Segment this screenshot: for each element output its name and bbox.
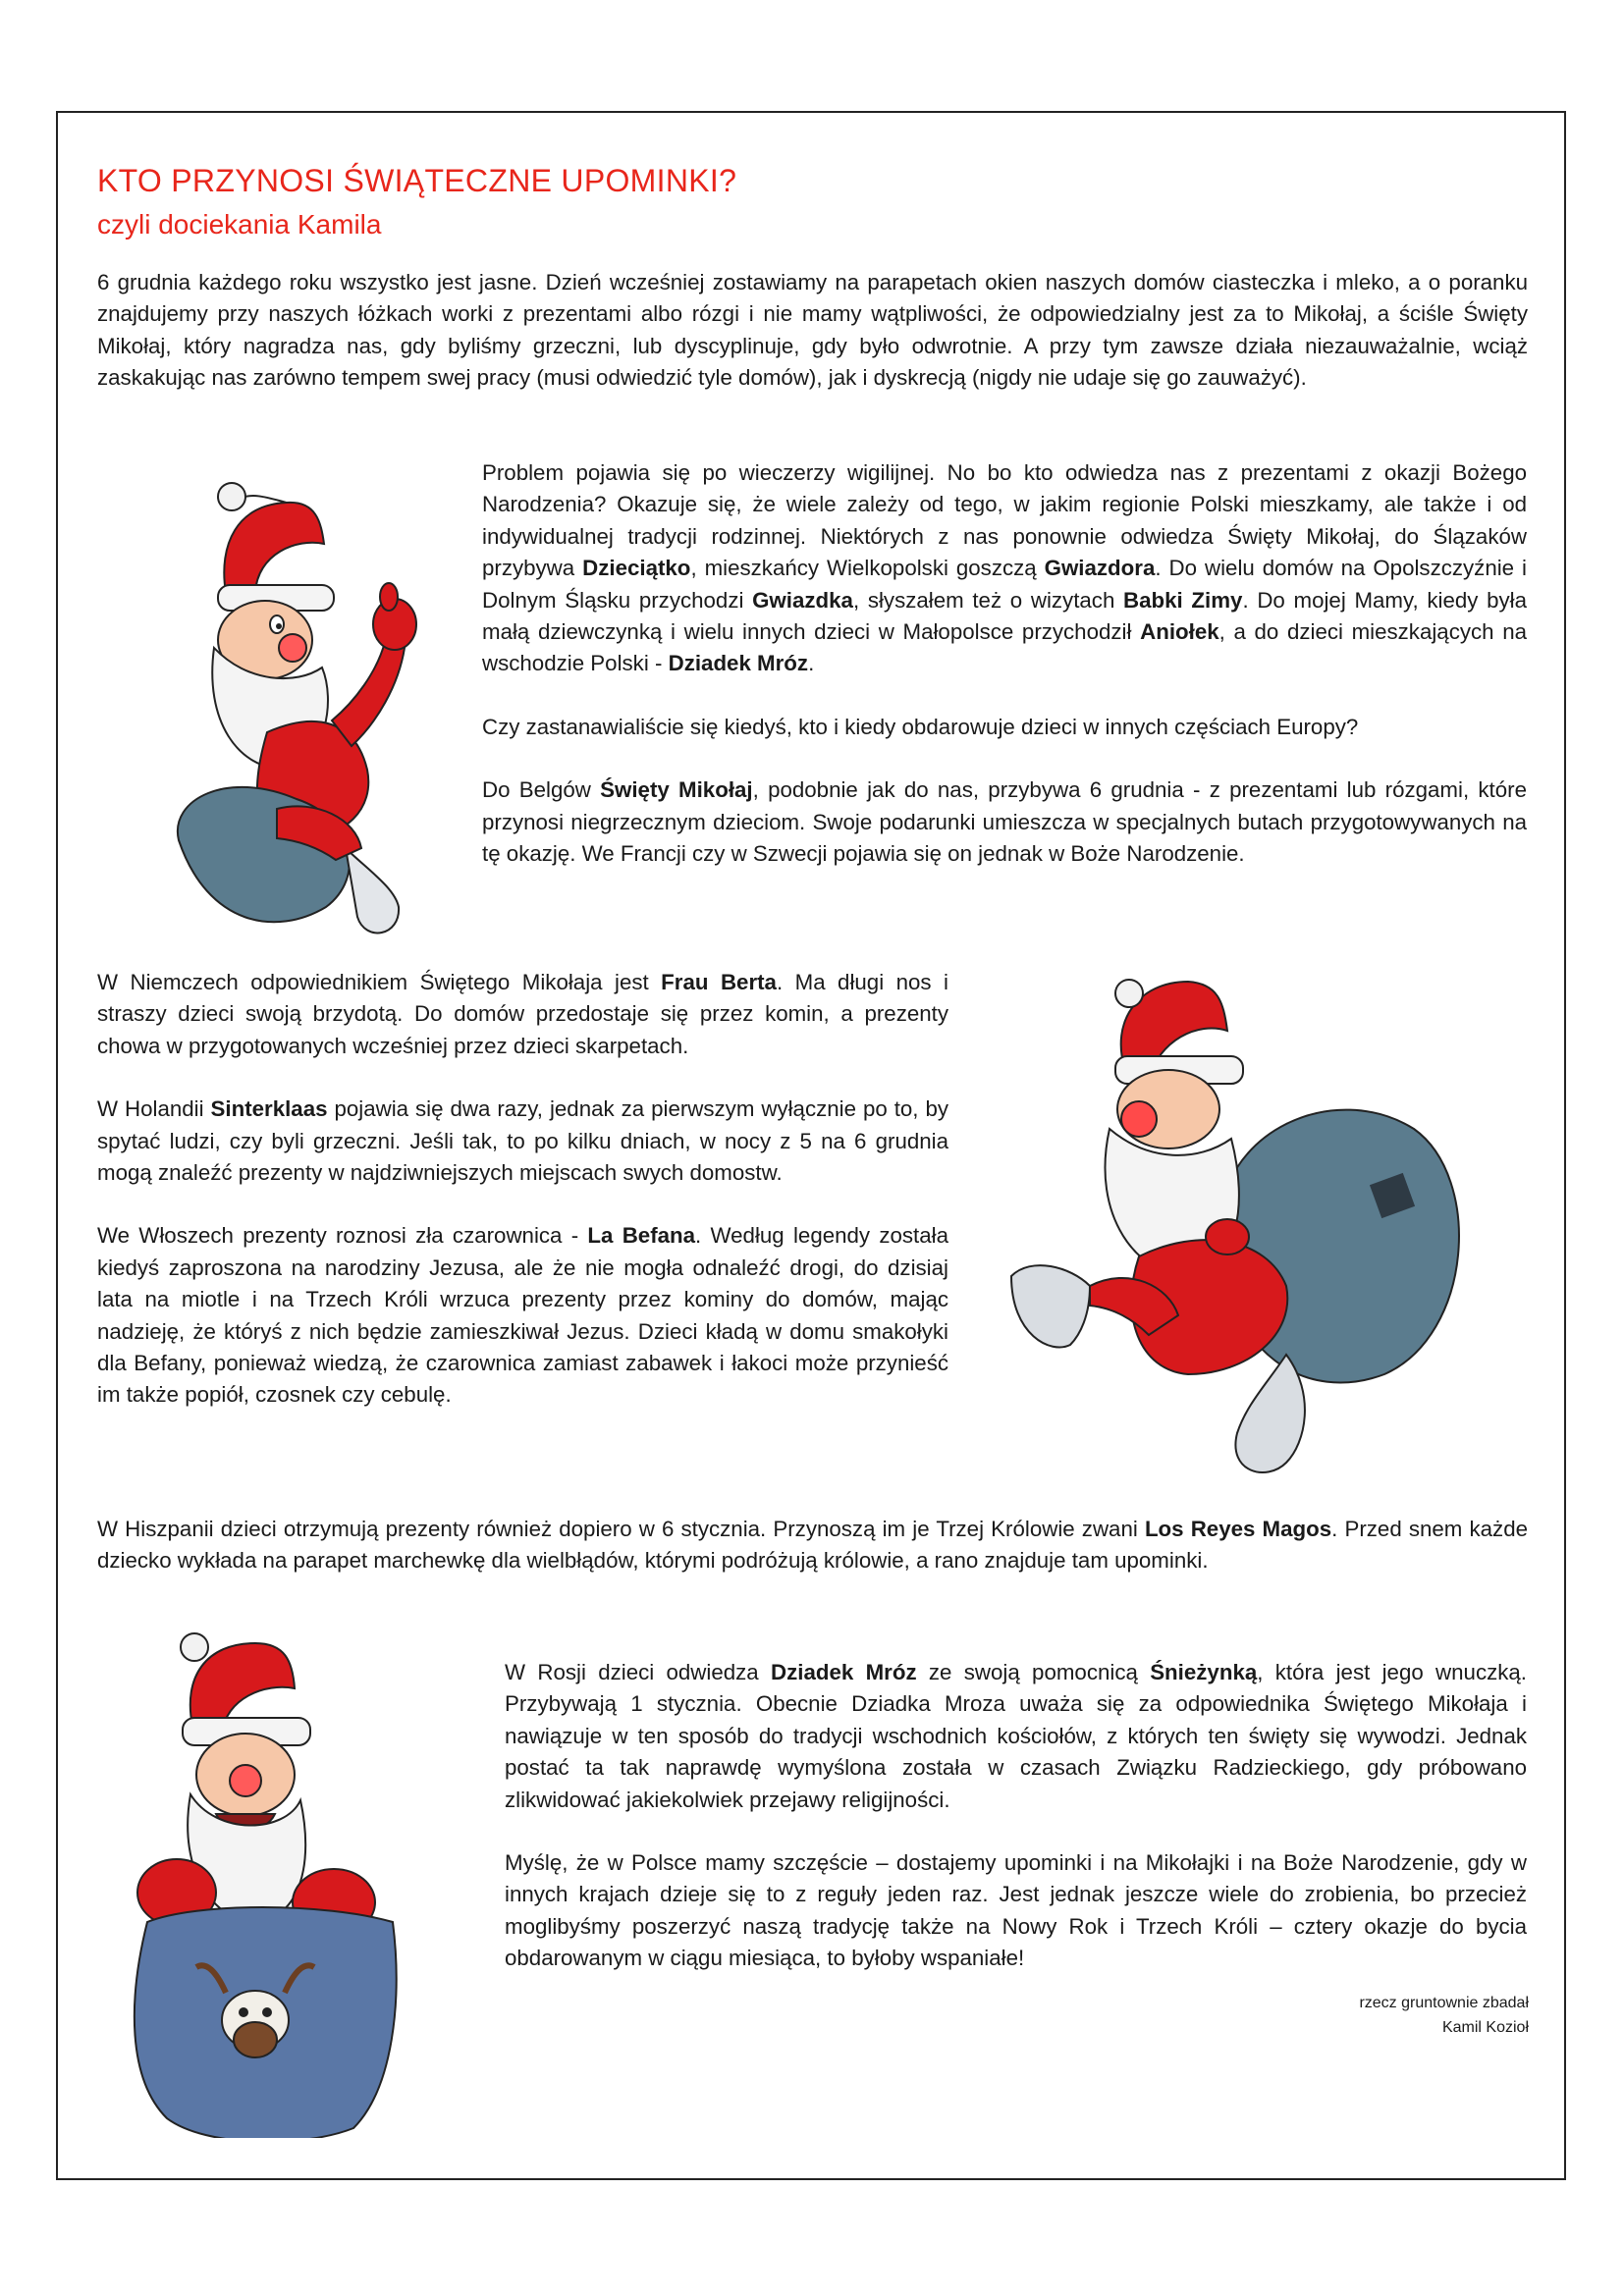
europe-traditions-block [97,967,948,1412]
regional-traditions-block [482,457,1527,870]
paragraph-italy: We Włoszech prezenty roznosi zła czarownica - La Befana. Według legendy została kiedyś zaproszona na narodziny Jezusa, ale że nie mogła odnaleźć drogi, do dzisiaj lata na miotle i na Trzech Króli wrzuca prezenty przez kominy do domów, mając nadzieję, że któryś z nich będzie zamieszkiwał Jezus. Dzieci kładą w domu smakołyki dla Befany, ponieważ wiedzą, że czarownica zamiast zabawek i łakoci może przynieść im także popiół, czosnek czy cebulę. [97,1223,948,1408]
santa-with-reindeer-sack-illustration [108,1628,442,2138]
article-title: KTO PRZYNOSI ŚWIĄTECZNE UPOMINKI? [97,163,737,198]
paragraph-russia: W Rosji dzieci odwiedza Dziadek Mróz ze swoją pomocnicą Śnieżynką, która jest jego wnuczką. Przybywają 1 stycznia. Obecnie Dziadka Mroza uważa się za odpowiednika Świętego Mikołaja i nawiązuje w ten sposób do tradycji wschodnich kościołów, z których ten święty się wywodzi. Jednak postać ta tak naprawdę wymyślona została w czasach Związku Radzieckiego, gdy próbowano zlikwidować jakiekolwiek przejawy religijności. [505,1660,1527,1812]
russia-conclusion-block [505,1657,1527,1975]
santa-thumbs-up-icon [178,483,416,933]
paragraph-conclusion: Myślę, że w Polsce mamy szczęście – dostajemy upominki i na Mikołajki i na Boże Narodzenie, gdy w innych krajach dzieje się to z reguły jeden raz. Jest jednak jeszcze wiele do zrobienia, bo przecież moglibyśmy poszerzyć naszą tradycję także na Nowy Rok i Trzech Króli – cztery okazje do bycia obdarowanym w ciągu miesiąca, to byłoby wspaniałe! [505,1850,1527,1971]
paragraph-germany: W Niemczech odpowiednikiem Świętego Mikołaja jest Frau Berta. Ma długi nos i straszy dzieci swoją brzydotą. Do domów przedostaje się przez komin, a prezenty chowa w przygotowanych wcześniej przez dzieci skarpetach. [97,970,948,1058]
paragraph-spain: W Hiszpanii dzieci otrzymują prezenty również dopiero w 6 stycznia. Przynoszą im je Trzej Królowie zwani Los Reyes Magos. Przed snem każde dziecko wykłada na parapet marchewkę dla wielbłądów, którymi podróżują królowie, a rano znajduje tam upominki. [97,1517,1528,1574]
santa-with-sack-icon [1011,980,1459,1472]
paragraph-question: Czy zastanawialiście się kiedyś, kto i kiedy obdarowuje dzieci w innych częściach Europy? [482,714,1359,739]
signature [1359,1991,1529,2040]
santa-with-sack-illustration [992,962,1483,1492]
paragraph-belgium: Do Belgów Święty Mikołaj, podobnie jak do nas, przybywa 6 grudnia - z prezentami lub rózgami, które przynosi niegrzecznym dzieciom. Swoje podarunki umieszcza w specjalnych butach przygotowywanych na tę okazję. We Francji czy w Szwecji pojawia się on jednak w Boże Narodzenie. [482,777,1527,867]
santa-with-reindeer-sack-icon [135,1633,397,2138]
signature-author: Kamil Kozioł [1441,2019,1529,2036]
spain-block [97,1514,1528,1577]
signature-line-1: rzecz gruntownie zbadał [1359,1995,1529,2011]
intro-block [97,267,1528,395]
paragraph-poland: Problem pojawia się po wieczerzy wigilijnej. No bo kto odwiedza nas z prezentami z okazji Bożego Narodzenia? Okazuje się, że wiele zależy od tego, w jakim regionie Polski mieszkamy, ale także i od indywidualnej tradycji rodzinnej. Niektórych z nas ponownie odwiedza Święty Mikołaj, do Ślązaków przybywa Dzieciątko, mieszkańcy Wielkopolski goszczą Gwiazdora. Do wielu domów na Opolszczyźnie i Dolnym Śląsku przychodzi Gwiazdka, słyszałem też o wizytach Babki Zimy. Do mojej Mamy, kiedy była małą dziewczynką i wielu innych dzieci w Małopolsce przychodził Aniołek, a do dzieci mieszkających na wschodzie Polski - Dziadek Mróz. [482,460,1527,676]
paragraph-netherlands: W Holandii Sinterklaas pojawia się dwa razy, jednak za pierwszym wyłącznie po to, by spytać ludzi, czy byli grzeczni. Jeśli tak, to po kilku dniach, w nocy z 5 na 6 grudnia mogą znaleźć prezenty w najdziwniejszych miejscach swych domostw. [97,1096,949,1186]
article-subtitle: czyli dociekania Kamila [97,209,382,240]
santa-thumbs-up-illustration [149,475,452,948]
paragraph-intro: 6 grudnia każdego roku wszystko jest jasne. Dzień wcześniej zostawiamy na parapetach okien naszych domów ciasteczka i mleko, a o poranku znajdujemy przy naszych łóżkach worki z prezentami albo rózgi i nie mamy wątpliwości, że odpowiedzialny jest za to Mikołaj, a ściśle Święty Mikołaj, który nagradza nas, gdy byliśmy grzeczni, lub dyscyplinuje, gdy było odwrotnie. A przy tym zawsze działa niezauważalnie, wciąż zaskakując nas zarówno tempem swej pracy (musi odwiedzić tyle domów), jak i dyskrecją (nigdy nie udaje się go zauważyć). [97,270,1528,391]
